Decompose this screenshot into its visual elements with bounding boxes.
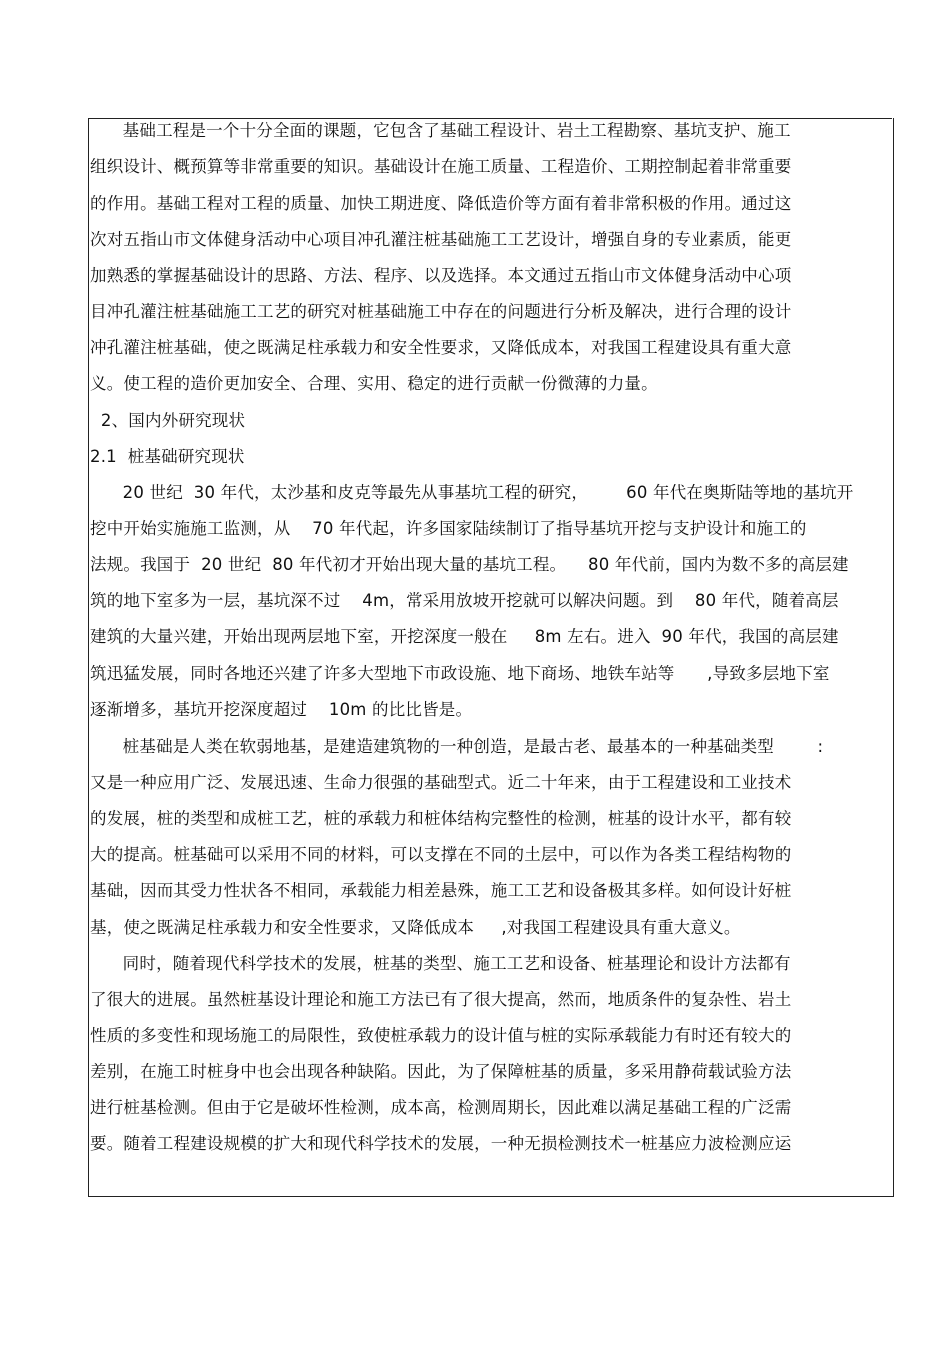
text-line: 20 世纪 30 年代，太沙基和皮克等最先从事基坑工程的研究， 60 年代在奥斯陆等地的基坑开 <box>90 483 854 502</box>
text-line: 的发展，桩的类型和成桩工艺，桩的承载力和桩体结构完整性的检测，桩基的设计水平，都有较 <box>90 809 792 828</box>
text-line: 基础工程是一个十分全面的课题，它包含了基础工程设计、岩土工程勘察、基坑支护、施工 <box>90 121 791 140</box>
text-line: 组织设计、概预算等非常重要的知识。基础设计在施工质量、工程造价、工期控制起着非常重要 <box>90 157 792 176</box>
text-line: 了很大的进展。虽然桩基设计理论和施工方法已有了很大提高，然而，地质条件的复杂性、岩土 <box>90 990 792 1009</box>
text-line: 基础，因而其受力性状各不相同，承载能力相差悬殊，施工工艺和设备极其多样。如何设计好桩 <box>90 881 792 900</box>
text-line: 义。使工程的造价更加安全、合理、实用、稳定的进行贡献一份微薄的力量。 <box>90 374 658 393</box>
text-line: 法规。我国于 20 世纪 80 年代初才开始出现大量的基坑工程。 80 年代前，国内为数不多的高层建 <box>90 555 849 574</box>
text-line: 进行桩基检测。但由于它是破坏性检测，成本高，检测周期长，因此难以满足基础工程的广泛需 <box>90 1098 792 1117</box>
text-line: 同时，随着现代科学技术的发展，桩基的类型、施工工艺和设备、桩基理论和设计方法都有 <box>90 954 791 973</box>
text-line: 筑迅猛发展，同时各地还兴建了许多大型地下市政设施、地下商场、地铁车站等 ,导致多层地下室 <box>90 664 830 683</box>
text-line: 大的提高。桩基础可以采用不同的材料，可以支撑在不同的土层中，可以作为各类工程结构物的 <box>90 845 792 864</box>
text-line: 加熟悉的掌握基础设计的思路、方法、程序、以及选择。本文通过五指山市文体健身活动中心项 <box>90 266 792 285</box>
text-line: 桩基础是人类在软弱地基，是建造建筑物的一种创造，是最古老、最基本的一种基础类型 : <box>90 737 824 756</box>
text-line: 冲孔灌注桩基础，使之既满足柱承载力和安全性要求，又降低成本，对我国工程建设具有重大意 <box>90 338 792 357</box>
text-line: 建筑的大量兴建，开始出现两层地下室，开挖深度一般在 8m 左右。进入 90 年代，我国的高层建 <box>90 627 839 646</box>
text-line: 要。随着工程建设规模的扩大和现代科学技术的发展，一种无损检测技术一桩基应力波检测应运 <box>90 1134 792 1153</box>
text-line: 次对五指山市文体健身活动中心项目冲孔灌注桩基础施工工艺设计，增强自身的专业素质，能更 <box>90 230 792 249</box>
text-line: 又是一种应用广泛、发展迅速、生命力很强的基础型式。近二十年来，由于工程建设和工业技术 <box>90 773 792 792</box>
text-line: 基，使之既满足柱承载力和安全性要求，又降低成本 ,对我国工程建设具有重大意义。 <box>90 918 741 937</box>
text-line: 2、国内外研究现状 <box>90 411 246 430</box>
text-line: 的作用。基础工程对工程的质量、加快工期进度、降低造价等方面有着非常积极的作用。通过这 <box>90 194 792 213</box>
text-line: 性质的多变性和现场施工的局限性，致使桩承载力的设计值与桩的实际承载能力有时还有较大的 <box>90 1026 792 1045</box>
text-line: 2.1 桩基础研究现状 <box>90 447 245 466</box>
text-line: 目冲孔灌注桩基础施工工艺的研究对桩基础施工中存在的问题进行分析及解决，进行合理的设计 <box>90 302 792 321</box>
text-line: 筑的地下室多为一层，基坑深不过 4m，常采用放坡开挖就可以解决问题。到 80 年代，随着高层 <box>90 591 839 610</box>
text-line: 挖中开始实施施工监测，从 70 年代起，许多国家陆续制订了指导基坑开挖与支护设计和施工的 <box>90 519 807 538</box>
text-line: 差别，在施工时桩身中也会出现各种缺陷。因此，为了保障桩基的质量，多采用静荷载试验方法 <box>90 1062 792 1081</box>
text-line: 逐渐增多，基坑开挖深度超过 10m 的比比皆是。 <box>90 700 473 719</box>
